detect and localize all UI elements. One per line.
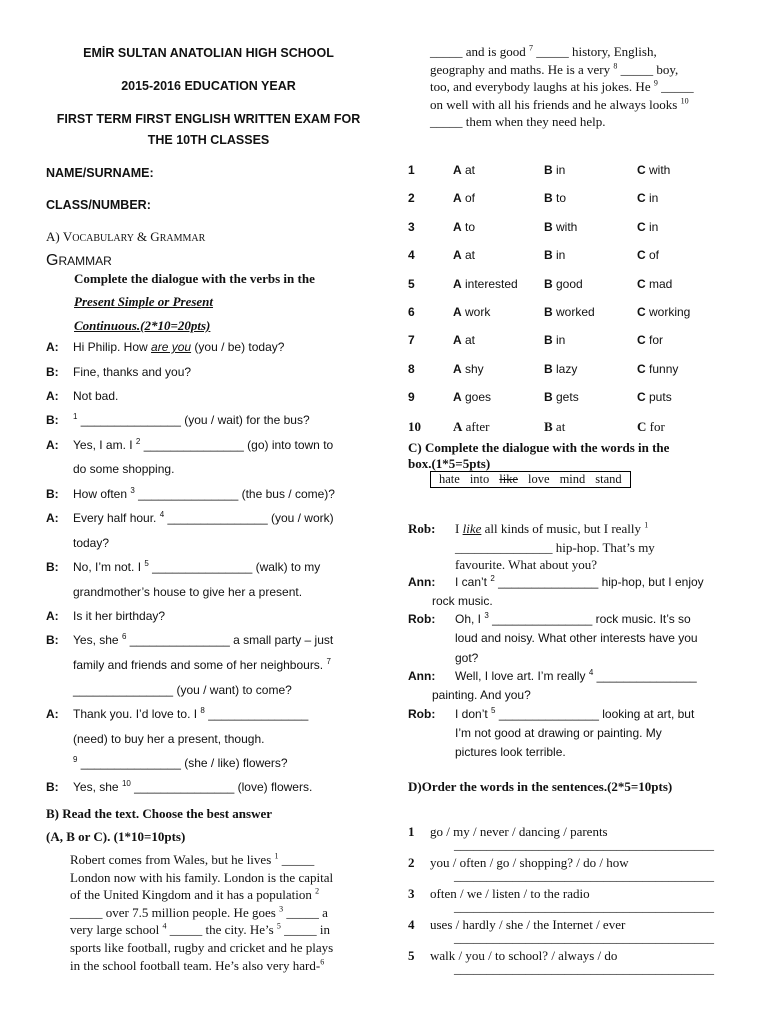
dialogue-line: favourite. What about you? [455,557,597,572]
speaker-label: A: [46,707,59,721]
speaker-label: A: [46,340,59,354]
speaker-label: B: [46,413,59,427]
item-number: 1 [408,824,415,839]
reading-line: geography and maths. He is a very $^8$ _____ boy, [430,61,679,77]
speaker-label: Ann: [408,669,436,683]
speaker-label: A: [46,609,59,623]
dialogue-line: rock music. [432,594,493,608]
option-c: C for [637,333,664,348]
speaker-label: Rob: [408,612,436,626]
answer-line: ________________________________________ [454,930,714,945]
question-number: 1 [408,163,415,177]
question-number: 9 [408,390,415,405]
section-d-title: D)Order the words in the sentences.(2*5=10pts) [408,779,673,794]
dialogue-line: Hi Philip. How are you (you / be) today? [73,340,285,354]
word-box-word: hate [439,472,460,486]
reading-line: very large school $^4$ _____ the city. He’s $^5$ _____ in [70,922,331,938]
option-c: C in [637,191,659,206]
word-box-word: love [528,472,550,486]
dialogue-line: Well, I love art. I’m really $^4$ _______________ [455,668,697,683]
word-box-word: stand [595,472,622,486]
speaker-label: B: [46,633,59,647]
option-a: A at [453,163,476,177]
section-b-title-2: (A, B or C). (1*10=10pts) [46,829,186,844]
option-b: B to [544,191,567,206]
dialogue-line: do some shopping. [73,462,175,476]
answer-line: ________________________________________ [454,837,714,852]
item-number: 4 [408,917,415,932]
speaker-label: B: [46,780,59,794]
dialogue-line: I like all kinds of music, but I really $^1$ [455,520,649,536]
question-number: 8 [408,361,415,376]
item-words: you / often / go / shopping? / do / how [430,855,629,870]
dialogue-line: Is it her birthday? [73,609,166,623]
dialogue-line: loud and noisy. What other interests have you [455,631,698,645]
option-a: A of [453,191,476,206]
dialogue-line: I don’t $^5$ _______________ looking at art, but [455,706,695,721]
dialogue-line: Not bad. [73,389,119,403]
section-c-title-1: C) Complete the dialogue with the words in the [408,440,670,455]
class-number-label: CLASS/NUMBER: [46,198,151,212]
option-b: B gets [544,390,579,405]
dialogue-line: Yes, she $^{10}$ _______________ (love) flowers. [73,779,313,794]
dialogue-line: I can’t $^2$ _______________ hip-hop, but I enjoy [455,574,704,589]
grammar-subtitle: GRAMMAR [46,252,112,269]
question-number: 5 [408,276,415,291]
speaker-label: B: [46,560,59,574]
dialogue-line: pictures look terrible. [455,745,566,759]
reading-line: on well with all his friends and he always looks $^{10}$ [430,96,689,112]
option-a: A shy [453,361,484,376]
answer-line: ________________________________________ [454,961,714,976]
option-b: B in [544,163,566,177]
question-number: 4 [408,248,415,263]
option-b: B good [544,276,583,291]
reading-line: sports like football, rugby and cricket and he plays [70,940,334,955]
reading-line: of the United Kingdom and it has a population $^2$ [70,886,320,903]
option-a: A work [453,305,491,319]
option-c: C with [637,163,671,177]
option-a: A at [453,333,476,348]
option-c: C puts [637,390,672,405]
option-c: C funny [637,361,679,376]
speaker-label: Ann: [408,575,436,589]
option-c: C mad [637,276,673,291]
item-words: often / we / listen / to the radio [430,886,590,901]
reading-line: _____ and is good $^7$ _____ history, English, [430,43,657,59]
grammar-instruction-2: Present Simple or Present [74,294,214,309]
name-surname-label: NAME/SURNAME: [46,166,154,180]
item-number: 3 [408,886,415,901]
option-a: A to [453,219,476,234]
school-name: EMİR SULTAN ANATOLIAN HIGH SCHOOL [83,46,334,60]
dialogue-line: got? [455,651,479,665]
answer-line: ________________________________________ [454,899,714,914]
dialogue-line: (need) to buy her a present, though. [73,732,265,746]
option-b: B worked [544,305,595,319]
speaker-label: Rob: [408,707,436,721]
option-c: C for [637,418,665,434]
item-number: 5 [408,948,415,963]
speaker-label: B: [46,365,59,379]
question-number: 2 [408,191,415,206]
speaker-label: A: [46,511,59,525]
word-box-word: like [499,472,519,486]
dialogue-line: painting. And you? [432,688,531,702]
dialogue-line: Oh, I $^3$ _______________ rock music. It’s so [455,611,691,626]
dialogue-line: Yes, she $^6$ _______________ a small party – just [73,632,334,647]
answer-line: ________________________________________ [454,868,714,883]
dialogue-line: Fine, thanks and you? [73,365,192,379]
section-c-title-2: box.(1*5=5pts) [408,456,491,471]
reading-line: in the school football team. He’s also very hard-$^6$ [70,957,325,973]
dialogue-line: Thank you. I’d love to. I $^8$ _______________ [73,706,309,721]
word-box-word: into [469,472,490,486]
dialogue-line: Every half hour. $^4$ _______________ (you / work) [73,510,334,525]
item-words: walk / you / to school? / always / do [430,948,618,963]
question-number: 6 [408,305,415,319]
option-b: B in [544,333,566,348]
dialogue-line: today? [73,536,110,550]
speaker-label: Rob: [408,521,436,536]
dialogue-line: _______________ (you / want) to come? [73,683,292,697]
speaker-label: A: [46,438,59,452]
dialogue-line: _______________ hip-hop. That’s my [455,540,655,555]
dialogue-line: $^9$ _______________ (she / like) flowers? [73,755,288,770]
option-c: C in [637,219,659,234]
grammar-instruction-3: Continuous.(2*10=20pts) [74,318,211,333]
dialogue-line: I’m not good at drawing or painting. My [455,726,662,740]
item-words: go / my / never / dancing / parents [430,824,608,839]
dialogue-line: Yes, I am. I $^2$ _______________ (go) into town to [73,437,334,452]
option-a: A after [453,418,490,434]
option-b: B with [544,219,578,234]
dialogue-line: family and friends and some of her neighbours. $^7$ [73,657,331,672]
option-a: A goes [453,390,492,405]
dialogue-line: $^1$ _______________ (you / wait) for the bus? [73,412,310,427]
grammar-instruction-1: Complete the dialogue with the verbs in the [74,271,315,286]
option-b: B lazy [544,361,578,376]
reading-line: London now with his family. London is the capital [70,869,334,885]
reading-line: too, and everybody laughs at his jokes. He $^9$ _____ [430,78,694,95]
word-box [430,471,631,488]
item-words: uses / hardly / she / the Internet / ever [430,917,626,932]
option-a: A at [453,248,476,263]
item-number: 2 [408,855,415,870]
question-number: 3 [408,219,415,234]
speaker-label: B: [46,487,59,501]
reading-line: _____ over 7.5 million people. He goes $^3$ _____ a [70,904,328,920]
option-c: C of [637,248,660,263]
question-number: 10 [408,418,421,434]
word-box-word: mind [559,472,586,486]
reading-line: _____ them when they need help. [430,114,606,130]
section-a-title: A) VOCABULARY & GRAMMAR [46,229,206,244]
option-b: B at [544,418,566,434]
section-b-title-1: B) Read the text. Choose the best answer [46,806,273,821]
education-year: 2015-2016 EDUCATION YEAR [121,79,296,93]
speaker-label: A: [46,389,59,403]
reading-line: Robert comes from Wales, but he lives $^1$ _____ [70,851,315,867]
question-number: 7 [408,333,415,348]
dialogue-line: No, I’m not. I $^5$ _______________ (walk) to my [73,559,321,574]
option-a: A interested [453,276,518,291]
dialogue-line: grandmother’s house to give her a present. [73,585,303,599]
option-c: C working [637,305,691,319]
option-b: B in [544,248,566,263]
exam-title-line2: THE 10TH CLASSES [147,133,270,147]
dialogue-line: How often $^3$ _______________ (the bus / come)? [73,486,335,501]
exam-title-line1: FIRST TERM FIRST ENGLISH WRITTEN EXAM FOR [56,112,361,126]
